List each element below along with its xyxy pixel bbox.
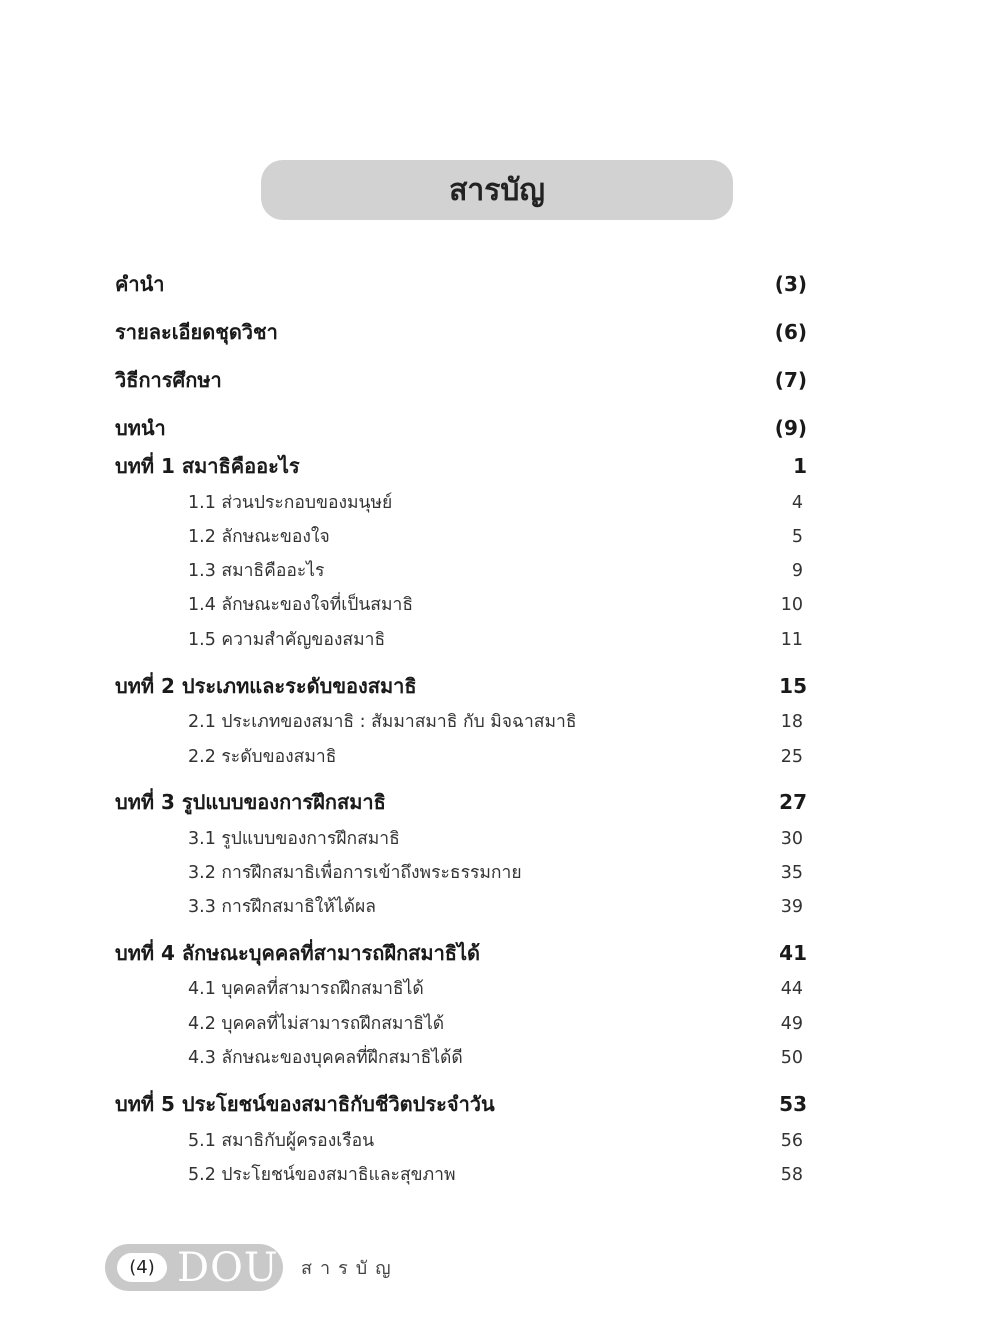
- section-label: 2.1 ประเภทของสมาธิ : สัมมาสมาธิ กับ มิจฉาสมาธิ: [188, 712, 577, 732]
- toc-chapter: [115, 670, 807, 702]
- toc-chapter: [115, 450, 807, 482]
- section-page: 56: [780, 1131, 803, 1151]
- section-label: 1.1 ส่วนประกอบของมนุษย์: [188, 493, 393, 513]
- chapter-page: 27: [779, 790, 807, 814]
- toc-section: [188, 590, 803, 618]
- toc-section: [188, 556, 803, 584]
- toc-entry-label: วิธีการศึกษา: [115, 368, 222, 392]
- section-label: 3.1 รูปแบบของการฝึกสมาธิ: [188, 829, 400, 849]
- toc-section: [188, 488, 803, 516]
- toc-title-banner: [261, 160, 733, 220]
- chapter-label: บทที่ 3 รูปแบบของการฝึกสมาธิ: [115, 790, 386, 814]
- section-page: 30: [780, 829, 803, 849]
- toc-section: [188, 892, 803, 920]
- toc-section: [188, 1043, 803, 1071]
- section-label: 4.2 บุคคลที่ไม่สามารถฝึกสมาธิได้: [188, 1014, 445, 1034]
- section-label: 5.1 สมาธิกับผู้ครองเรือน: [188, 1131, 375, 1151]
- section-page: 39: [780, 897, 803, 917]
- section-page: 58: [780, 1165, 803, 1185]
- chapter-page: 53: [779, 1092, 807, 1116]
- section-page: 18: [780, 712, 803, 732]
- section-label: 3.3 การฝึกสมาธิให้ได้ผล: [188, 897, 377, 917]
- toc-chapter: [115, 786, 807, 818]
- toc-chapter: [115, 937, 807, 969]
- toc-entry-label: คำนำ: [115, 272, 165, 296]
- section-label: 4.3 ลักษณะของบุคคลที่ฝึกสมาธิได้ดี: [188, 1048, 463, 1068]
- toc-entry: [115, 316, 807, 348]
- toc-section: [188, 707, 803, 735]
- toc-entry-label: รายละเอียดชุดวิชา: [115, 320, 278, 344]
- footer-badge: [105, 1244, 283, 1291]
- dou-logo: DOU: [177, 1244, 279, 1291]
- toc-entry-page: (6): [774, 320, 807, 344]
- toc-section: [188, 858, 803, 886]
- toc-chapter: [115, 1088, 807, 1120]
- section-label: 3.2 การฝึกสมาธิเพื่อการเข้าถึงพระธรรมกาย: [188, 863, 522, 883]
- section-label: 2.2 ระดับของสมาธิ: [188, 747, 337, 767]
- chapter-page: 41: [779, 941, 807, 965]
- section-page: 44: [780, 979, 803, 999]
- section-page: 49: [780, 1014, 803, 1034]
- footer-section-label: สารบัญ: [301, 1258, 399, 1279]
- page-footer: [105, 1244, 399, 1291]
- section-page: 25: [780, 747, 803, 767]
- chapter-page: 15: [779, 674, 807, 698]
- toc-entry-label: บทนำ: [115, 416, 166, 440]
- toc-section: [188, 522, 803, 550]
- chapter-label: บทที่ 1 สมาธิคืออะไร: [115, 454, 300, 478]
- page-title: สารบัญ: [449, 172, 545, 208]
- toc-entry-page: (9): [774, 416, 807, 440]
- chapter-label: บทที่ 5 ประโยชน์ของสมาธิกับชีวิตประจำวัน: [115, 1092, 495, 1116]
- section-page: 9: [791, 561, 803, 581]
- section-label: 1.3 สมาธิคืออะไร: [188, 561, 325, 581]
- section-page: 4: [791, 493, 803, 513]
- section-label: 4.1 บุคคลที่สามารถฝึกสมาธิได้: [188, 979, 424, 999]
- section-label: 1.5 ความสำคัญของสมาธิ: [188, 630, 386, 650]
- chapter-page: 1: [793, 454, 807, 478]
- toc-entry-page: (3): [774, 272, 807, 296]
- toc-entry: [115, 268, 807, 300]
- section-page: 11: [780, 630, 803, 650]
- section-page: 35: [780, 863, 803, 883]
- toc-section: [188, 1126, 803, 1154]
- toc-entry-page: (7): [774, 368, 807, 392]
- toc-section: [188, 625, 803, 653]
- section-label: 1.2 ลักษณะของใจ: [188, 527, 330, 547]
- toc-section: [188, 824, 803, 852]
- toc-section: [188, 974, 803, 1002]
- toc-section: [188, 742, 803, 770]
- section-label: 5.2 ประโยชน์ของสมาธิและสุขภาพ: [188, 1165, 456, 1185]
- section-page: 5: [791, 527, 803, 547]
- toc-entry: [115, 364, 807, 396]
- page-number: (4): [117, 1253, 167, 1282]
- section-label: 1.4 ลักษณะของใจที่เป็นสมาธิ: [188, 595, 414, 615]
- chapter-label: บทที่ 4 ลักษณะบุคคลที่สามารถฝึกสมาธิได้: [115, 941, 481, 965]
- section-page: 50: [780, 1048, 803, 1068]
- section-page: 10: [780, 595, 803, 615]
- toc-entry: [115, 412, 807, 444]
- toc-section: [188, 1160, 803, 1188]
- chapter-label: บทที่ 2 ประเภทและระดับของสมาธิ: [115, 674, 417, 698]
- toc-section: [188, 1009, 803, 1037]
